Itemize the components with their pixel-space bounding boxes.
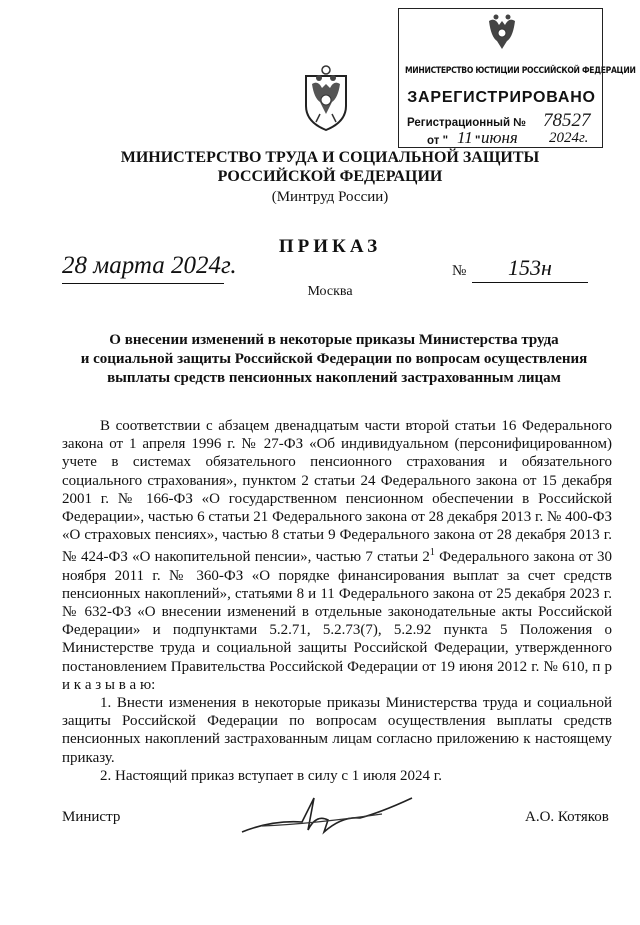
org-short-name: (Минтруд России)	[271, 189, 389, 205]
coat-of-arms-emblem	[302, 62, 350, 134]
document-title	[70, 331, 598, 388]
handwritten-date: 28 марта 2024г.	[62, 252, 237, 279]
preamble-text-part1: В соответствии с абзацем двенадцатым части второй статьи 16 Федерального закона от 1 апреля 1996 г. № 27-ФЗ «Об индивидуальном (персонифицированном) учете в системах обязательного пенсионного страхования и обязательного социального страхования», пунктом 2 статьи 24 Федерального закона от 15 декабря 2001 г. № 166-ФЗ «О государственном пенсионном обеспечении в Российской Федерации», частью 6 статьи 21 Федерального закона от 28 декабря 2013 г. № 400-ФЗ «О страховых пенсиях», частью 8 статьи 9 Федерального закона от 28 декабря 2013 г. № 424-ФЗ «О накопительной пенсии», частью 7 статьи 2	[62, 418, 612, 566]
number-underline	[472, 282, 588, 283]
org-name-line2: РОССИЙСКОЙ ФЕДЕРАЦИИ	[217, 168, 443, 185]
stamp-emblem-icon	[485, 13, 519, 53]
number-label: №	[452, 263, 467, 279]
title-line: и социальной защиты Российской Федерации по вопросам осуществления	[80, 351, 588, 367]
stamp-date-prefix: от "	[427, 135, 449, 147]
stamp-org: МИНИСТЕРСТВО ЮСТИЦИИ РОССИЙСКОЙ ФЕДЕРАЦИИ	[405, 66, 636, 76]
stamp-reg-number: 78527	[543, 110, 591, 131]
body-paragraph-item1: 1. Внести изменения в некоторые приказы Министерства труда и социальной защиты Российской Федерации по вопросам осуществления выплаты средств пенсионных накоплений застрахованным лицам согласно приложению к настоящему приказу.	[62, 695, 612, 766]
handwritten-signature	[232, 792, 422, 840]
org-name-line1: МИНИСТЕРСТВО ТРУДА И СОЦИАЛЬНОЙ ЗАЩИТЫ	[120, 149, 540, 166]
document-body	[62, 417, 612, 785]
city: Москва	[307, 284, 353, 299]
stamp-reg-label: Регистрационный №	[407, 117, 527, 129]
stamp-date-month: июня	[481, 128, 518, 147]
signatory-position: Министр	[62, 809, 121, 825]
preamble-text-part2: Федерального закона от 30 ноября 2011 г. № 360-ФЗ «О порядке финансирования выплат за счет средств пенсионных накоплений», статьями 8 и 11 Федерального закона от 25 декабря 2023 г. № 632-ФЗ «О внесении изменений в отдельные законодательные акты Российской Федерации» и подпунктами 5.2.71, 5.2.73(7), 5.2.92 пункта 5 Положения о Министерстве труда и социальной защиты Российской Федерации, утвержденного постановлением Правительства Российской Федерации от 19 июня 2012 г. № 610, п р и к а з ы в а ю:	[62, 549, 612, 693]
stamp-title: ЗАРЕГИСТРИРОВАНО	[407, 89, 596, 106]
stamp-date-day: 11	[457, 128, 473, 147]
registration-stamp	[398, 8, 636, 148]
document-number: 153н	[508, 255, 552, 280]
title-line: О внесении изменений в некоторые приказы Министерства труда	[109, 332, 559, 348]
stamp-date-year: 2024г.	[549, 130, 589, 146]
signatory-name: А.О. Котяков	[525, 809, 609, 825]
stamp-date-quote: "	[475, 135, 481, 147]
body-paragraph-preamble	[62, 417, 612, 694]
title-line: выплаты средств пенсионных накоплений застрахованным лицам	[107, 370, 561, 386]
body-paragraph-item2: 2. Настоящий приказ вступает в силу с 1 июля 2024 г.	[100, 767, 442, 784]
preamble-superscript: 1	[429, 547, 435, 559]
document-type: ПРИКАЗ	[278, 236, 382, 257]
